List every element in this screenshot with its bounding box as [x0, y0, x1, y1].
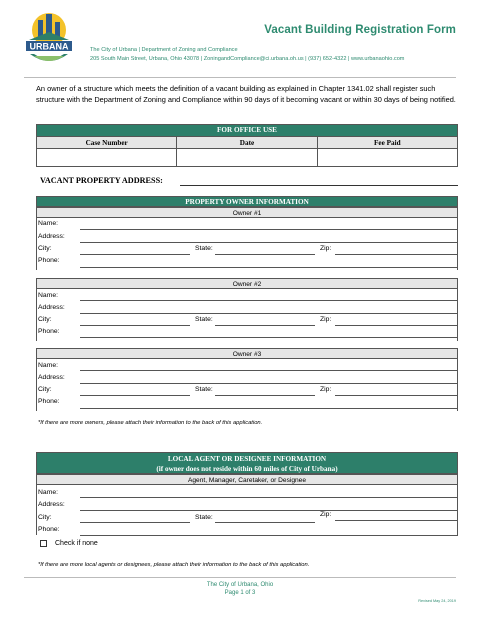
property-owner-section: [36, 196, 458, 207]
owner-2-phone-label: Phone:: [38, 328, 60, 335]
agent-phone-label: Phone:: [38, 526, 60, 533]
owners-note: *If there are more owners, please attach their information to the back of this application.: [38, 420, 263, 426]
owner-2-zip-field[interactable]: [335, 325, 458, 326]
revised-date: Revised May 24, 2019: [418, 599, 456, 603]
case-number-header: Case Number: [85, 139, 128, 147]
owner-1-name-label: Name:: [38, 220, 59, 227]
owner-2-header: Owner #2: [36, 278, 458, 289]
owner-2-address-field[interactable]: [80, 313, 458, 314]
owner-1-state-field[interactable]: [215, 254, 315, 255]
date-header: Date: [176, 137, 316, 148]
owner-3-phone-label: Phone:: [38, 398, 60, 405]
agents-note: *If there are more local agents or designees, please attach their information to the back of this application.: [38, 562, 310, 568]
org-line: The City of Urbana | Department of Zoning and Compliance: [90, 47, 238, 53]
case-number-cell[interactable]: [37, 149, 176, 166]
owner-2-address-label: Address:: [38, 304, 65, 311]
owner-1-city-label: City:: [38, 245, 52, 252]
owner-2-name-label: Name:: [38, 292, 59, 299]
owner-3-city-field[interactable]: [80, 395, 190, 396]
owner-1-header: Owner #1: [36, 207, 458, 218]
form-title: Vacant Building Registration Form: [264, 24, 456, 36]
owner-3-phone-field[interactable]: [80, 408, 458, 409]
check-if-none-label: Check if none: [55, 540, 98, 547]
owner-2-state-label: State:: [195, 316, 213, 323]
owner-1-phone-field[interactable]: [80, 267, 458, 268]
agent-zip-label: Zip:: [320, 511, 332, 518]
owner-3-state-label: State:: [195, 386, 213, 393]
agent-title-line-1: LOCAL AGENT OR DESIGNEE INFORMATION: [167, 455, 327, 463]
footer-city: The City of Urbana, Ohio: [206, 582, 274, 588]
header-divider: [24, 77, 456, 78]
owner-1-address-label: Address:: [38, 233, 65, 240]
owner-2-state-field[interactable]: [215, 325, 315, 326]
owner-3-address-field[interactable]: [80, 383, 458, 384]
owner-1-name-field[interactable]: [80, 229, 458, 230]
owner-3-header: Owner #3: [36, 348, 458, 359]
owner-3-address-label: Address:: [38, 374, 65, 381]
vacant-address-field[interactable]: [180, 185, 458, 186]
owner-1-left-border: [36, 218, 37, 270]
owner-3-zip-field[interactable]: [335, 395, 458, 396]
vacant-address-label: VACANT PROPERTY ADDRESS:: [40, 176, 163, 185]
city-of-urbana-logo: [24, 10, 74, 68]
owner-3-name-label: Name:: [38, 362, 59, 369]
agent-city-field[interactable]: [80, 522, 190, 523]
owner-3-city-label: City:: [38, 386, 52, 393]
agent-sub-header: Agent, Manager, Caretaker, or Designee: [36, 474, 458, 485]
owner-section-title: PROPERTY OWNER INFORMATION: [36, 196, 458, 207]
owner-1-zip-label: Zip:: [320, 245, 332, 252]
agent-name-label: Name:: [38, 489, 59, 496]
owner-2-phone-field[interactable]: [80, 337, 458, 338]
owner-1-state-label: State:: [195, 245, 213, 252]
owner-2-city-label: City:: [38, 316, 52, 323]
agent-name-field[interactable]: [80, 497, 458, 498]
contact-line: 205 South Main Street, Urbana, Ohio 43078 | ZoningandCompliance@ci.urbana.oh.us | (937) 652-4322 | www.urbanaohio.com: [90, 56, 405, 62]
date-cell[interactable]: [176, 149, 316, 166]
owner-3-name-field[interactable]: [80, 370, 458, 371]
owner-1-right-border: [457, 218, 458, 270]
agent-zip-field[interactable]: [335, 520, 458, 521]
owner-2-city-field[interactable]: [80, 325, 190, 326]
agent-city-label: City:: [38, 514, 52, 521]
office-use-title: FOR OFFICE USE: [37, 125, 457, 136]
footer-page-number: Page 1 of 3: [224, 590, 256, 596]
owner-1-address-field[interactable]: [80, 242, 458, 243]
agent-title-line-2: (if owner does not reside within 60 miles of City of Urbana): [156, 465, 338, 473]
owner-2-zip-label: Zip:: [320, 316, 332, 323]
owner-2-right-border: [457, 289, 458, 341]
agent-left-border: [36, 485, 37, 535]
fee-paid-cell[interactable]: [317, 149, 457, 166]
agent-state-label: State:: [195, 514, 213, 521]
fee-paid-header: Fee Paid: [317, 137, 457, 148]
agent-section-title: [36, 452, 458, 474]
agent-address-field[interactable]: [80, 510, 458, 511]
agent-phone-field[interactable]: [80, 535, 458, 536]
svg-text:URBANA: URBANA: [29, 41, 69, 52]
owner-3-left-border: [36, 359, 37, 411]
owner-1-zip-field[interactable]: [335, 254, 458, 255]
check-if-none-checkbox[interactable]: [40, 540, 47, 547]
office-use-table: [36, 124, 458, 167]
owner-2-left-border: [36, 289, 37, 341]
agent-state-field[interactable]: [215, 522, 315, 523]
owner-3-state-field[interactable]: [215, 395, 315, 396]
owner-1-phone-label: Phone:: [38, 257, 60, 264]
agent-address-label: Address:: [38, 501, 65, 508]
owner-2-name-field[interactable]: [80, 300, 458, 301]
owner-3-right-border: [457, 359, 458, 411]
owner-3-zip-label: Zip:: [320, 386, 332, 393]
intro-paragraph: An owner of a structure which meets the definition of a vacant building as explained in Chapter 1341.02 shall register such structure with the Department of Zoning and Compliance within 90 days of it becoming vacant or within 30 days of being notified.: [36, 84, 456, 104]
owner-1-city-field[interactable]: [80, 254, 190, 255]
footer-divider: [24, 577, 456, 578]
